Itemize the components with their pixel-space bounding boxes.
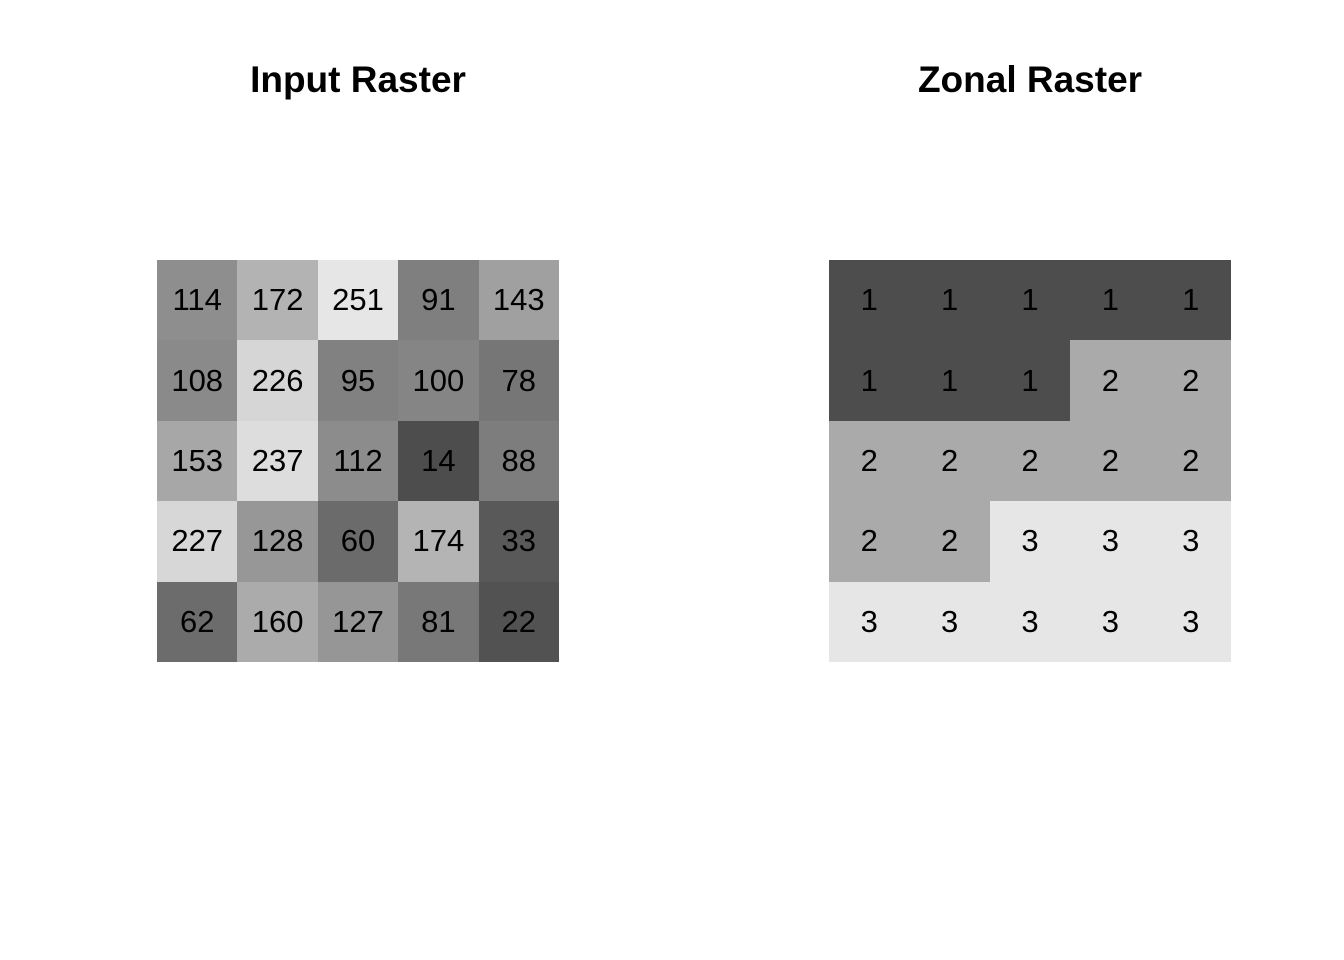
zonal-raster-cell: 3	[1151, 501, 1231, 581]
input-raster-cell: 127	[318, 582, 398, 662]
zonal-raster-title: Zonal Raster	[917, 59, 1143, 100]
zonal-raster-cell: 2	[1151, 340, 1231, 420]
input-raster-title: Input Raster	[250, 59, 466, 100]
zonal-raster-cell: 1	[829, 340, 909, 420]
zonal-raster-cell: 2	[1070, 421, 1150, 501]
zonal-raster-cell: 3	[1151, 582, 1231, 662]
input-raster-cell: 95	[318, 340, 398, 420]
zonal-raster-cell: 2	[909, 421, 989, 501]
input-raster-cell: 112	[318, 421, 398, 501]
input-raster-cell: 22	[479, 582, 559, 662]
zonal-raster-cell: 1	[909, 260, 989, 340]
input-raster-cell: 227	[157, 501, 237, 581]
input-raster-cell: 108	[157, 340, 237, 420]
zonal-raster-cell: 2	[1070, 340, 1150, 420]
input-raster-cell: 251	[318, 260, 398, 340]
input-raster-cell: 128	[237, 501, 317, 581]
zonal-raster-cell: 2	[829, 501, 909, 581]
zonal-raster-cell: 1	[829, 260, 909, 340]
input-raster-cell: 237	[237, 421, 317, 501]
zonal-raster-cell: 3	[829, 582, 909, 662]
zonal-raster-cell: 1	[1151, 260, 1231, 340]
input-raster-cell: 153	[157, 421, 237, 501]
zonal-raster-cell: 1	[990, 340, 1070, 420]
input-raster-cell: 62	[157, 582, 237, 662]
input-raster-cell: 143	[479, 260, 559, 340]
zonal-raster-cell: 2	[990, 421, 1070, 501]
zonal-raster-cell: 1	[909, 340, 989, 420]
input-raster-cell: 100	[398, 340, 478, 420]
input-raster-grid	[157, 260, 559, 662]
input-raster-cell: 33	[479, 501, 559, 581]
zonal-raster-cell: 2	[829, 421, 909, 501]
zonal-raster-cell: 1	[1070, 260, 1150, 340]
input-raster-cell: 78	[479, 340, 559, 420]
zonal-raster-cell: 3	[1070, 582, 1150, 662]
input-raster-cell: 160	[237, 582, 317, 662]
zonal-raster-cell: 3	[909, 582, 989, 662]
zonal-raster-cell: 3	[990, 582, 1070, 662]
input-raster-cell: 226	[237, 340, 317, 420]
zonal-raster-cell: 1	[990, 260, 1070, 340]
input-raster-cell: 81	[398, 582, 478, 662]
input-raster-cell: 114	[157, 260, 237, 340]
input-raster-cell: 91	[398, 260, 478, 340]
input-raster-cell: 172	[237, 260, 317, 340]
zonal-raster-grid	[829, 260, 1231, 662]
zonal-raster-cell: 2	[1151, 421, 1231, 501]
zonal-raster-cell: 2	[909, 501, 989, 581]
input-raster-cell: 60	[318, 501, 398, 581]
zonal-raster-cell: 3	[1070, 501, 1150, 581]
zonal-raster-cell: 3	[990, 501, 1070, 581]
input-raster-cell: 174	[398, 501, 478, 581]
input-raster-cell: 14	[398, 421, 478, 501]
input-raster-cell: 88	[479, 421, 559, 501]
